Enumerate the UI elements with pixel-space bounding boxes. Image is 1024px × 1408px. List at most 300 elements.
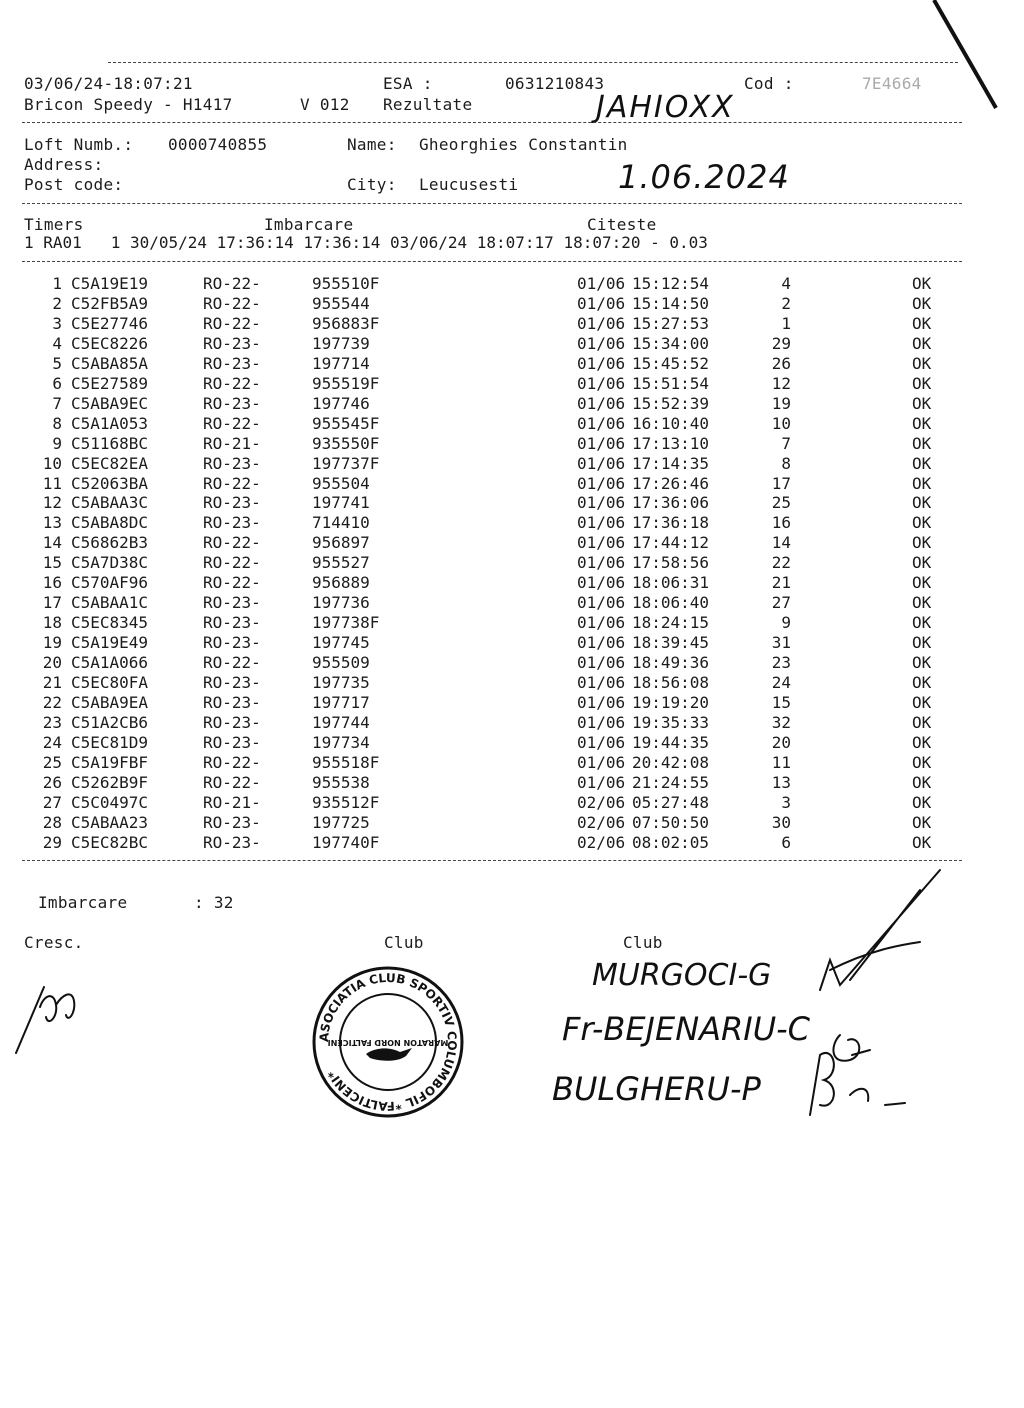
- ring-code: C5ABAA1C: [71, 593, 149, 613]
- arrival-time: 15:51:54: [632, 373, 710, 393]
- ring-series: RO-22-: [203, 772, 261, 792]
- ring-code: C5E27746: [71, 313, 149, 333]
- table-row: [0, 753, 1000, 773]
- imbarcare-count: : 32: [194, 893, 234, 912]
- row-index: 23: [42, 712, 62, 732]
- arrival-time: 17:13:10: [632, 433, 710, 453]
- ring-code: C5ABAA3C: [71, 493, 149, 513]
- arrival-date: 01/06: [577, 473, 626, 493]
- row-index: 19: [42, 633, 62, 653]
- ring-code: C5EC80FA: [71, 673, 149, 692]
- ring-number: 197737F: [312, 453, 380, 473]
- arrival-time: 19:19:20: [632, 692, 710, 712]
- ring-code: C51A2CB6: [71, 712, 149, 732]
- stamp-outer-text: ASOCIATIA CLUB SPORTIV COLUMBOFIL *FALTICENI*: [316, 970, 460, 1114]
- timer-line: 1 RA01 1 30/05/24 17:36:14 17:36:14 03/06/24 18:07:17 18:07:20 - 0.03: [24, 233, 708, 252]
- ring-code: C5EC82EA: [71, 453, 149, 473]
- row-index: 13: [42, 513, 62, 533]
- status: OK: [912, 313, 932, 333]
- ring-number: 956889: [312, 573, 370, 593]
- row-index: 22: [42, 692, 62, 712]
- ring-series: RO-23-: [203, 832, 261, 852]
- row-index: 4: [52, 333, 62, 353]
- table-row: [0, 573, 1000, 593]
- citeste-header: Citeste: [587, 215, 657, 234]
- table-row: [0, 793, 1000, 813]
- table-row: [0, 454, 1000, 474]
- ring-code: C52FB5A9: [71, 293, 149, 313]
- row-index: 8: [52, 413, 62, 433]
- position: 6: [781, 832, 791, 852]
- status: OK: [912, 732, 932, 752]
- table-row: [0, 553, 1000, 573]
- position: 16: [771, 513, 791, 533]
- status: OK: [912, 712, 932, 732]
- arrival-date: 01/06: [577, 633, 626, 653]
- imbarcare-footer-label: Imbarcare: [38, 893, 128, 912]
- cresc-label: Cresc.: [24, 933, 84, 952]
- position: 17: [771, 473, 791, 493]
- arrival-date: 01/06: [577, 553, 626, 573]
- signature-murgoci: MURGOCI-G: [592, 958, 772, 993]
- arrival-time: 21:24:55: [632, 772, 710, 792]
- ring-code: C5EC81D9: [71, 732, 149, 752]
- ring-number: 197717: [312, 692, 370, 712]
- table-row: [0, 354, 1000, 374]
- status: OK: [912, 433, 932, 453]
- ring-number: 935550F: [312, 433, 380, 453]
- arrival-time: 15:14:50: [632, 293, 710, 313]
- status: OK: [912, 493, 932, 513]
- ring-code: C5C0497C: [71, 792, 149, 812]
- ring-number: 955544: [312, 293, 370, 313]
- ring-series: RO-22-: [203, 473, 261, 493]
- postcode-label: Post code:: [24, 175, 124, 194]
- table-row: [0, 394, 1000, 414]
- report-datetime: 03/06/24-18:07:21: [24, 74, 193, 93]
- table-row: [0, 314, 1000, 334]
- arrival-date: 01/06: [577, 393, 626, 413]
- status: OK: [912, 772, 932, 792]
- ring-number: 197739: [312, 333, 370, 353]
- table-row: [0, 613, 1000, 633]
- row-index: 12: [42, 493, 62, 513]
- ring-series: RO-22-: [203, 313, 261, 333]
- ring-number: 197744: [312, 712, 370, 732]
- ring-number: 955527: [312, 553, 370, 573]
- ring-number: 197735: [312, 673, 370, 692]
- timers-label: Timers: [24, 215, 84, 234]
- arrival-time: 18:56:08: [632, 673, 710, 692]
- ring-series: RO-23-: [203, 732, 261, 752]
- ring-series: RO-22-: [203, 533, 261, 553]
- ring-number: 197740F: [312, 832, 380, 852]
- arrival-date: 01/06: [577, 613, 626, 633]
- club-signature-scribble-2: [790, 1015, 930, 1125]
- arrival-time: 18:39:45: [632, 633, 710, 653]
- arrival-date: 01/06: [577, 593, 626, 613]
- row-index: 29: [42, 832, 62, 852]
- table-row: [0, 493, 1000, 513]
- status: OK: [912, 513, 932, 533]
- signature-bejenariu: Fr-BEJENARIU-C: [562, 1010, 810, 1048]
- row-index: 1: [52, 274, 62, 293]
- table-row: [0, 593, 1000, 613]
- arrival-time: 17:14:35: [632, 453, 710, 473]
- status: OK: [912, 393, 932, 413]
- ring-series: RO-21-: [203, 433, 261, 453]
- ring-code: C5A19E49: [71, 633, 149, 653]
- table-row: [0, 374, 1000, 394]
- arrival-time: 15:27:53: [632, 313, 710, 333]
- row-index: 20: [42, 653, 62, 673]
- ring-series: RO-22-: [203, 573, 261, 593]
- ring-series: RO-22-: [203, 293, 261, 313]
- position: 15: [771, 692, 791, 712]
- arrival-time: 18:24:15: [632, 613, 710, 633]
- row-index: 2: [52, 293, 62, 313]
- status: OK: [912, 333, 932, 353]
- ring-number: 197725: [312, 812, 370, 832]
- arrival-date: 01/06: [577, 732, 626, 752]
- arrival-date: 01/06: [577, 333, 626, 353]
- position: 32: [771, 712, 791, 732]
- stamp-inner-text: MARATON NORD FALTICENI: [327, 1038, 449, 1047]
- device-name: Bricon Speedy - H1417: [24, 95, 233, 114]
- table-row: [0, 274, 1000, 294]
- arrival-time: 07:50:50: [632, 812, 710, 832]
- position: 3: [781, 792, 791, 812]
- ring-code: C51168BC: [71, 433, 149, 453]
- status: OK: [912, 413, 932, 433]
- ring-code: C5EC8226: [71, 333, 149, 353]
- ring-code: C5ABA85A: [71, 353, 149, 373]
- row-index: 27: [42, 792, 62, 812]
- arrival-time: 19:44:35: [632, 732, 710, 752]
- table-row: [0, 513, 1000, 533]
- divider-owner: [22, 203, 962, 204]
- position: 21: [771, 573, 791, 593]
- ring-code: C5ABA8DC: [71, 513, 149, 533]
- position: 8: [781, 453, 791, 473]
- arrival-time: 20:42:08: [632, 752, 710, 772]
- ring-number: 955509: [312, 653, 370, 673]
- table-row: [0, 533, 1000, 553]
- ring-series: RO-23-: [203, 812, 261, 832]
- row-index: 17: [42, 593, 62, 613]
- status: OK: [912, 832, 932, 852]
- ring-series: RO-22-: [203, 553, 261, 573]
- club-signature-scribble: [800, 860, 960, 1000]
- signature-bulgheru: BULGHERU-P: [552, 1070, 761, 1108]
- status: OK: [912, 653, 932, 673]
- ring-code: C5ABA9EC: [71, 393, 149, 413]
- ring-number: 935512F: [312, 792, 380, 812]
- table-row: [0, 334, 1000, 354]
- arrival-time: 17:26:46: [632, 473, 710, 493]
- ring-number: 955519F: [312, 373, 380, 393]
- position: 14: [771, 533, 791, 553]
- city-label: City:: [347, 175, 397, 194]
- table-row: [0, 474, 1000, 494]
- position: 31: [771, 633, 791, 653]
- doc-type: Rezultate: [383, 95, 473, 114]
- ring-series: RO-22-: [203, 413, 261, 433]
- status: OK: [912, 593, 932, 613]
- row-index: 26: [42, 772, 62, 792]
- arrival-time: 05:27:48: [632, 792, 710, 812]
- status: OK: [912, 353, 932, 373]
- loft-label: Loft Numb.:: [24, 135, 134, 154]
- arrival-date: 01/06: [577, 313, 626, 333]
- position: 10: [771, 413, 791, 433]
- scan-edge-line: [930, 0, 1000, 110]
- arrival-date: 02/06: [577, 812, 626, 832]
- arrival-time: 08:02:05: [632, 832, 710, 852]
- position: 22: [771, 553, 791, 573]
- arrival-date: 01/06: [577, 413, 626, 433]
- ring-series: RO-22-: [203, 752, 261, 772]
- table-row: [0, 733, 1000, 753]
- pigeon-icon: [366, 1048, 412, 1061]
- ring-series: RO-23-: [203, 673, 261, 692]
- ring-number: 714410: [312, 513, 370, 533]
- ring-number: 197734: [312, 732, 370, 752]
- ring-code: C5A19FBF: [71, 752, 149, 772]
- divider-top: [108, 62, 958, 63]
- row-index: 18: [42, 613, 62, 633]
- ring-series: RO-23-: [203, 353, 261, 373]
- table-row: [0, 294, 1000, 314]
- ring-number: 197746: [312, 393, 370, 413]
- city-value: Leucusesti: [419, 175, 519, 194]
- ring-code: C5262B9F: [71, 772, 149, 792]
- arrival-time: 15:45:52: [632, 353, 710, 373]
- arrival-date: 02/06: [577, 832, 626, 852]
- row-index: 15: [42, 553, 62, 573]
- position: 4: [781, 274, 791, 293]
- arrival-date: 01/06: [577, 752, 626, 772]
- table-row: [0, 773, 1000, 793]
- arrival-time: 15:52:39: [632, 393, 710, 413]
- status: OK: [912, 293, 932, 313]
- arrival-date: 01/06: [577, 673, 626, 692]
- ring-code: C5A1A066: [71, 653, 149, 673]
- status: OK: [912, 752, 932, 772]
- position: 26: [771, 353, 791, 373]
- arrival-time: 18:49:36: [632, 653, 710, 673]
- table-row: [0, 633, 1000, 653]
- status: OK: [912, 633, 932, 653]
- status: OK: [912, 573, 932, 593]
- ring-code: C5A19E19: [71, 274, 149, 293]
- position: 29: [771, 333, 791, 353]
- ring-number: 955538: [312, 772, 370, 792]
- arrival-time: 16:10:40: [632, 413, 710, 433]
- status: OK: [912, 533, 932, 553]
- position: 27: [771, 593, 791, 613]
- table-row: [0, 693, 1000, 713]
- ring-number: 955518F: [312, 752, 380, 772]
- arrival-date: 01/06: [577, 573, 626, 593]
- row-index: 11: [42, 473, 62, 493]
- ring-series: RO-23-: [203, 633, 261, 653]
- status: OK: [912, 812, 932, 832]
- row-index: 24: [42, 732, 62, 752]
- arrival-date: 01/06: [577, 453, 626, 473]
- arrival-date: 01/06: [577, 772, 626, 792]
- table-row: [0, 653, 1000, 673]
- table-row: [0, 833, 1000, 853]
- arrival-time: 18:06:40: [632, 593, 710, 613]
- arrival-time: 15:34:00: [632, 333, 710, 353]
- arrival-date: 01/06: [577, 653, 626, 673]
- ring-number: 955545F: [312, 413, 380, 433]
- loft-number: 0000740855: [168, 135, 268, 154]
- arrival-date: 02/06: [577, 792, 626, 812]
- status: OK: [912, 613, 932, 633]
- row-index: 21: [42, 673, 62, 692]
- row-index: 6: [52, 373, 62, 393]
- handwritten-date: 1.06.2024: [618, 158, 790, 196]
- ring-code: C5ABAA23: [71, 812, 149, 832]
- ring-code: C5ABA9EA: [71, 692, 149, 712]
- status: OK: [912, 553, 932, 573]
- table-row: [0, 673, 1000, 693]
- row-index: 25: [42, 752, 62, 772]
- ring-number: 955504: [312, 473, 370, 493]
- row-index: 7: [52, 393, 62, 413]
- ring-series: RO-23-: [203, 593, 261, 613]
- ring-code: C5EC8345: [71, 613, 149, 633]
- arrival-date: 01/06: [577, 433, 626, 453]
- arrival-date: 01/06: [577, 533, 626, 553]
- ring-number: 197736: [312, 593, 370, 613]
- status: OK: [912, 274, 932, 293]
- position: 13: [771, 772, 791, 792]
- handwritten-race-name: JAHIOXX: [596, 90, 735, 125]
- row-index: 5: [52, 353, 62, 373]
- arrival-time: 15:12:54: [632, 274, 710, 293]
- row-index: 9: [52, 433, 62, 453]
- club-label-1: Club: [384, 933, 424, 952]
- ring-number: 956897: [312, 533, 370, 553]
- cresc-signature: [10, 965, 90, 1060]
- status: OK: [912, 453, 932, 473]
- position: 11: [771, 752, 791, 772]
- ring-code: C5A7D38C: [71, 553, 149, 573]
- cod-label: Cod :: [744, 74, 794, 93]
- divider-header: [22, 122, 962, 123]
- position: 9: [781, 613, 791, 633]
- row-index: 14: [42, 533, 62, 553]
- ring-series: RO-21-: [203, 792, 261, 812]
- status: OK: [912, 692, 932, 712]
- ring-code: C5E27589: [71, 373, 149, 393]
- arrival-date: 01/06: [577, 712, 626, 732]
- position: 25: [771, 493, 791, 513]
- position: 20: [771, 732, 791, 752]
- ring-number: 956883F: [312, 313, 380, 333]
- ring-series: RO-23-: [203, 453, 261, 473]
- ring-series: RO-23-: [203, 692, 261, 712]
- status: OK: [912, 792, 932, 812]
- arrival-time: 18:06:31: [632, 573, 710, 593]
- address-label: Address:: [24, 155, 104, 174]
- status: OK: [912, 373, 932, 393]
- ring-number: 197714: [312, 353, 370, 373]
- position: 12: [771, 373, 791, 393]
- ring-series: RO-23-: [203, 513, 261, 533]
- arrival-time: 17:58:56: [632, 553, 710, 573]
- ring-series: RO-22-: [203, 373, 261, 393]
- device-version: V 012: [300, 95, 350, 114]
- imbarcare-header: Imbarcare: [264, 215, 354, 234]
- arrival-date: 01/06: [577, 373, 626, 393]
- arrival-time: 17:36:06: [632, 493, 710, 513]
- row-index: 3: [52, 313, 62, 333]
- row-index: 10: [42, 453, 62, 473]
- ring-code: C52063BA: [71, 473, 149, 493]
- ring-series: RO-23-: [203, 712, 261, 732]
- position: 30: [771, 812, 791, 832]
- table-row: [0, 813, 1000, 833]
- name-label: Name:: [347, 135, 397, 154]
- ring-code: C570AF96: [71, 573, 149, 593]
- arrival-date: 01/06: [577, 353, 626, 373]
- ring-code: C5A1A053: [71, 413, 149, 433]
- arrival-date: 01/06: [577, 493, 626, 513]
- row-index: 16: [42, 573, 62, 593]
- position: 24: [771, 673, 791, 692]
- position: 1: [781, 313, 791, 333]
- esa-label: ESA :: [383, 74, 433, 93]
- ring-series: RO-22-: [203, 653, 261, 673]
- ring-number: 197745: [312, 633, 370, 653]
- ring-series: RO-23-: [203, 613, 261, 633]
- status: OK: [912, 673, 932, 692]
- arrival-date: 01/06: [577, 293, 626, 313]
- arrival-time: 19:35:33: [632, 712, 710, 732]
- arrival-date: 01/06: [577, 513, 626, 533]
- position: 7: [781, 433, 791, 453]
- status: OK: [912, 473, 932, 493]
- ring-series: RO-22-: [203, 274, 261, 293]
- cod-value: 7E4664: [862, 74, 922, 93]
- arrival-time: 17:36:18: [632, 513, 710, 533]
- club-stamp: [308, 962, 468, 1122]
- ring-series: RO-23-: [203, 333, 261, 353]
- position: 19: [771, 393, 791, 413]
- table-row: [0, 414, 1000, 434]
- position: 2: [781, 293, 791, 313]
- ring-code: C5EC82BC: [71, 832, 149, 852]
- arrival-date: 01/06: [577, 692, 626, 712]
- position: 23: [771, 653, 791, 673]
- club-label-2: Club: [623, 933, 663, 952]
- divider-timers: [22, 261, 962, 262]
- ring-code: C56862B3: [71, 533, 149, 553]
- ring-number: 197738F: [312, 613, 380, 633]
- ring-series: RO-23-: [203, 393, 261, 413]
- ring-series: RO-23-: [203, 493, 261, 513]
- row-index: 28: [42, 812, 62, 832]
- owner-name: Gheorghies Constantin: [419, 135, 628, 154]
- table-row: [0, 713, 1000, 733]
- arrival-time: 17:44:12: [632, 533, 710, 553]
- table-row: [0, 434, 1000, 454]
- esa-value: 0631210843: [505, 74, 605, 93]
